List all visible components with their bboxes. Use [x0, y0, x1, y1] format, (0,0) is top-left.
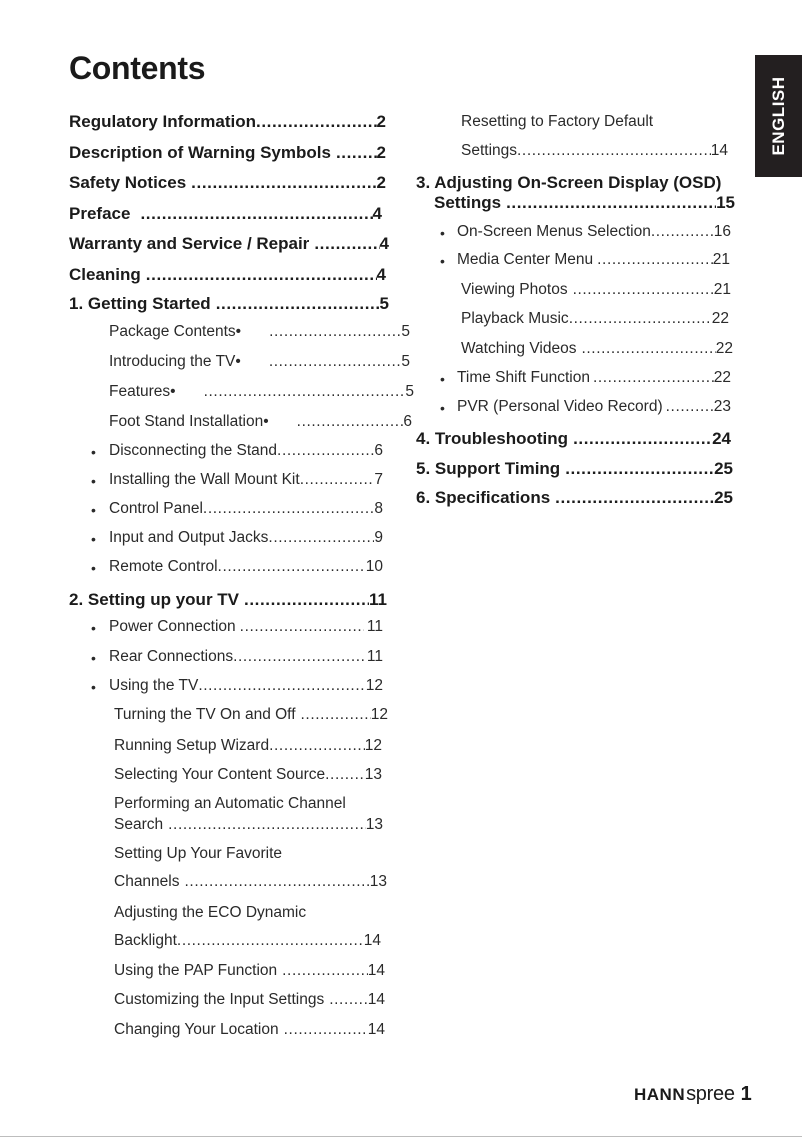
toc-entry-favorite-line1[interactable]: Setting Up Your Favorite [114, 845, 283, 862]
bullet-icon: • [91, 620, 96, 636]
toc-entry-watching-videos[interactable]: Watching Videos ..... 22 [461, 340, 733, 358]
bullet-icon: • [91, 531, 96, 547]
toc-entry-time-shift[interactable]: Time Shift Function ..... 22 [457, 369, 731, 387]
toc-entry-pvr[interactable]: PVR (Personal Video Record) ..... 23 [457, 398, 731, 416]
toc-entry-control-panel[interactable]: Control Panel ..... 8 [109, 500, 383, 518]
toc-entry-reset-line1[interactable]: Resetting to Factory Default [461, 113, 654, 130]
bullet-icon: • [91, 650, 96, 666]
toc-entry-rear-connections[interactable]: Rear Connections ..... 11 [109, 648, 383, 666]
toc-entry-setting-up[interactable]: 2. Setting up your TV ..... 11 [69, 590, 387, 610]
toc-entry-power-connection[interactable]: Power Connection ..... 11 [109, 618, 383, 636]
toc-entry-favorite-channels[interactable]: Channels ..... 13 [114, 873, 387, 891]
toc-entry-media-center[interactable]: Media Center Menu ..... 21 [457, 251, 730, 269]
page-title: Contents [69, 50, 206, 86]
language-tab [755, 55, 802, 177]
bottom-divider [0, 1136, 802, 1137]
brand-logo-bold: HANN [634, 1085, 686, 1104]
toc-entry-eco-line1[interactable]: Adjusting the ECO Dynamic [114, 904, 307, 921]
toc-entry-input-settings[interactable]: Customizing the Input Settings ..... 14 [114, 991, 385, 1009]
bullet-icon: • [91, 679, 96, 695]
toc-entry-content-source[interactable]: Selecting Your Content Source ..... 13 [114, 766, 382, 784]
toc-entry-features[interactable]: Features• ..... 5 [109, 383, 414, 401]
toc-entry-disconnecting-stand[interactable]: Disconnecting the Stand ..... 6 [109, 442, 383, 460]
toc-entry-warranty[interactable]: Warranty and Service / Repair ..... 4 [69, 234, 389, 254]
bullet-icon: • [440, 253, 445, 269]
bullet-icon: • [440, 400, 445, 416]
bullet-icon: • [440, 225, 445, 241]
toc-entry-osd-line1[interactable]: 3. Adjusting On-Screen Display (OSD) [416, 173, 722, 192]
toc-entry-using-tv[interactable]: Using the TV ..... 12 [109, 677, 383, 695]
toc-entry-turning-on-off[interactable]: Turning the TV On and Off ..... 12 [114, 706, 388, 724]
toc-entry-specifications[interactable]: 6. Specifications ..... 25 [416, 488, 733, 508]
toc-entry-preface[interactable]: Preface ..... 4 [69, 204, 382, 224]
toc-entry-remote-control[interactable]: Remote Control ..... 10 [109, 558, 383, 576]
toc-entry-viewing-photos[interactable]: Viewing Photos ..... 21 [461, 281, 731, 299]
toc-entry-support-timing[interactable]: 5. Support Timing ..... 25 [416, 459, 733, 479]
toc-entry-wall-mount[interactable]: Installing the Wall Mount Kit ..... 7 [109, 471, 383, 489]
toc-entry-troubleshooting[interactable]: 4. Troubleshooting ..... 24 [416, 429, 731, 449]
toc-entry-osd-menus[interactable]: On-Screen Menus Selection ..... 16 [457, 223, 731, 241]
language-tab-label: ENGLISH [768, 76, 788, 156]
toc-entry-regulatory[interactable]: Regulatory Information ..... 2 [69, 112, 386, 132]
toc-entry-io-jacks[interactable]: Input and Output Jacks ..... 9 [109, 529, 383, 547]
bullet-icon: • [91, 502, 96, 518]
toc-entry-change-location[interactable]: Changing Your Location ..... 14 [114, 1021, 385, 1039]
toc-entry-auto-channel-search[interactable]: Search ..... 13 [114, 816, 383, 834]
brand-logo-light: spree [686, 1083, 735, 1105]
toc-entry-playback-music[interactable]: Playback Music ..... 22 [461, 310, 729, 328]
bullet-icon: • [440, 371, 445, 387]
page-number: 1 [740, 1083, 752, 1105]
toc-entry-introducing-tv[interactable]: Introducing the TV• ..... 5 [109, 353, 410, 371]
bullet-icon: • [91, 444, 96, 460]
toc-entry-warning-symbols[interactable]: Description of Warning Symbols ..... 2 [69, 143, 386, 163]
toc-entry-getting-started[interactable]: 1. Getting Started ..... 5 [69, 294, 389, 314]
toc-entry-package-contents[interactable]: Package Contents• ..... 5 [109, 323, 410, 341]
toc-entry-safety[interactable]: Safety Notices ..... 2 [69, 173, 386, 193]
toc-entry-osd-settings[interactable]: Settings ..... 15 [434, 193, 735, 213]
toc-entry-reset-settings[interactable]: Settings ..... 14 [461, 142, 728, 160]
bullet-icon: • [91, 560, 96, 576]
toc-entry-auto-channel-line1[interactable]: Performing an Automatic Channel [114, 795, 346, 812]
toc-entry-cleaning[interactable]: Cleaning ..... 4 [69, 265, 386, 285]
bullet-icon: • [91, 473, 96, 489]
toc-entry-foot-stand[interactable]: Foot Stand Installation• ..... 6 [109, 413, 412, 431]
footer-brand [634, 1083, 752, 1106]
toc-entry-eco-backlight[interactable]: Backlight ..... 14 [114, 932, 381, 950]
toc-entry-pap-function[interactable]: Using the PAP Function ..... 14 [114, 962, 385, 980]
toc-entry-setup-wizard[interactable]: Running Setup Wizard ..... 12 [114, 737, 382, 755]
